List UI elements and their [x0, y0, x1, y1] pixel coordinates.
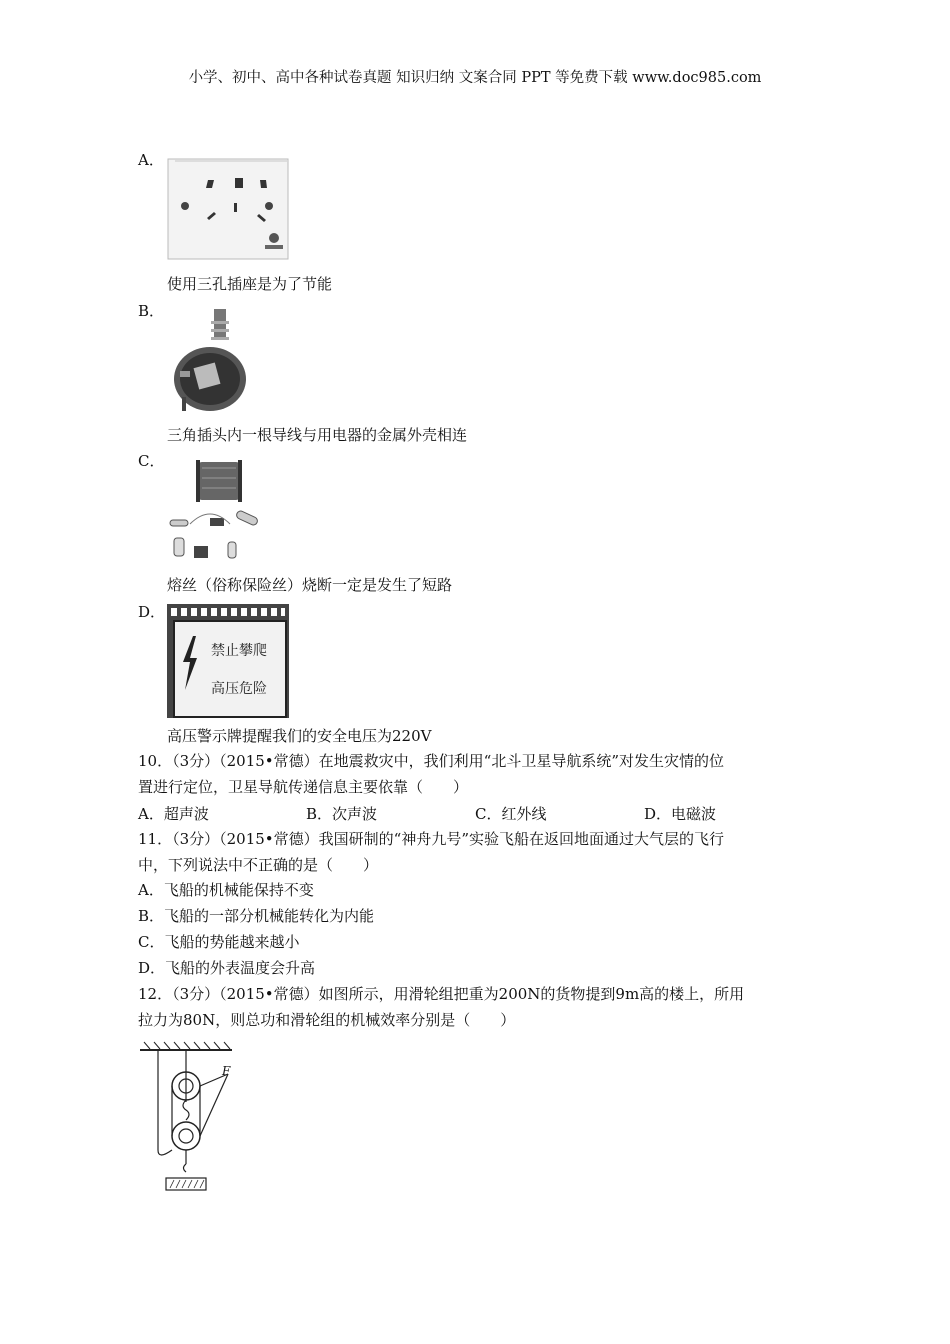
three-pin-plug-image	[170, 307, 252, 415]
option-b-caption: 三角插头内一根导线与用电器的金属外壳相连	[167, 426, 468, 444]
q11-line-2: 中，下列说法中不正确的是（ ）	[138, 856, 379, 874]
q11-option-a: A．飞船的机械能保持不变	[138, 881, 314, 899]
q10-option-c: C．红外线	[475, 805, 547, 823]
q11-line-1: 11．（3分）（2015•常德）我国研制的“神舟九号”实验飞船在返回地面通过大气层的飞行	[138, 830, 724, 848]
option-c-letter: C．	[138, 452, 165, 470]
q10-option-b: B．次声波	[306, 805, 378, 823]
pulley-system-diagram	[136, 1040, 236, 1196]
sign-line-2: 高压危险	[211, 681, 267, 697]
option-a-caption: 使用三孔插座是为了节能	[167, 275, 333, 293]
q11-option-d: D．飞船的外表温度会升高	[138, 959, 316, 977]
force-label: F	[222, 1064, 231, 1078]
option-a-letter: A．	[138, 151, 164, 169]
fuse-wire-image	[166, 458, 266, 566]
option-b-letter: B．	[138, 302, 165, 320]
option-d-caption: 高压警示牌提醒我们的安全电压为220V	[167, 727, 432, 745]
q10-line-2: 置进行定位，卫星导航传递信息主要依靠（ ）	[138, 778, 469, 796]
q12-line-2: 拉力为80N，则总功和滑轮组的机械效率分别是（ ）	[138, 1011, 516, 1029]
q10-line-1: 10．（3分）（2015•常德）在地震救灾中，我们利用“北斗卫星导航系统”对发生灾情的位	[138, 752, 724, 770]
page-header: 小学、初中、高中各种试卷真题 知识归纳 文案合同 PPT 等免费下载 www.doc985.com	[188, 70, 762, 86]
lightning-icon	[179, 634, 201, 694]
q10-option-d: D．电磁波	[644, 805, 717, 823]
high-voltage-sign-image	[167, 604, 289, 718]
three-hole-socket-image	[167, 158, 289, 260]
q11-option-b: B．飞船的一部分机械能转化为内能	[138, 907, 375, 925]
option-c-caption: 熔丝（俗称保险丝）烧断一定是发生了短路	[167, 576, 453, 594]
q10-option-a: A．超声波	[138, 805, 209, 823]
q12-line-1: 12．（3分）（2015•常德）如图所示，用滑轮组把重为200N的货物提到9m高的楼上，所用	[138, 985, 745, 1003]
sign-line-1: 禁止攀爬	[211, 643, 267, 659]
q11-option-c: C．飞船的势能越来越小	[138, 933, 300, 951]
option-d-letter: D．	[138, 603, 166, 621]
